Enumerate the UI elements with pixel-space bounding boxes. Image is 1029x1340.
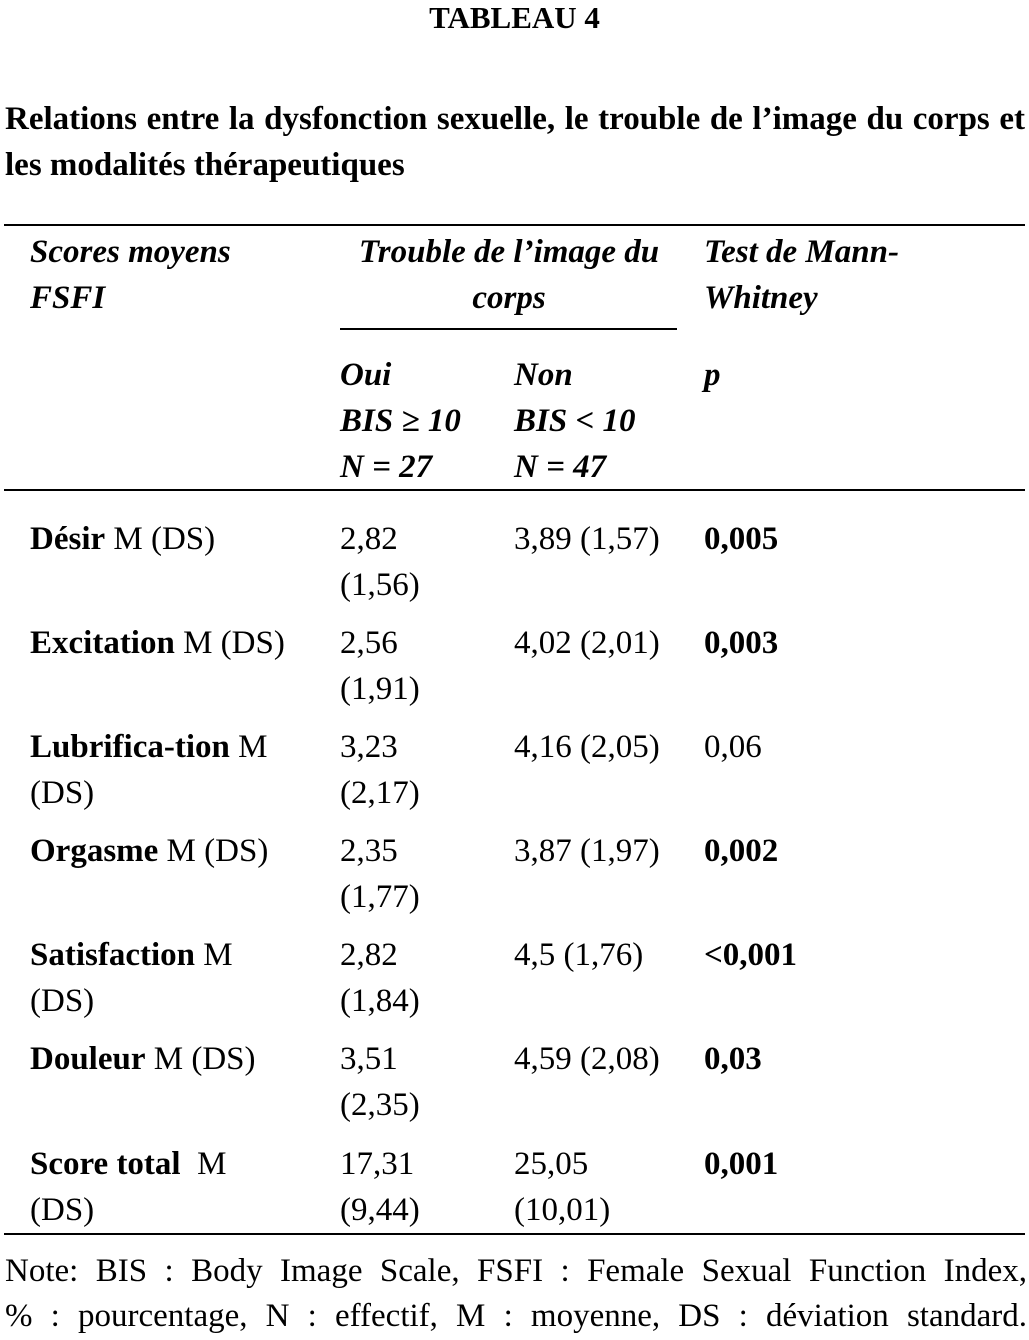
row-oui-line1: 2,82 bbox=[340, 937, 398, 973]
row-oui-value bbox=[340, 1141, 515, 1233]
row-non-value bbox=[514, 620, 689, 666]
row-oui-line2: (1,77) bbox=[340, 879, 420, 915]
header-mann-line1: Test de Mann- bbox=[704, 234, 899, 270]
row-label-line2: (DS) bbox=[30, 775, 95, 811]
row-non-line1: 4,5 (1,76) bbox=[514, 937, 644, 973]
row-non-value bbox=[514, 516, 689, 562]
header-p bbox=[704, 352, 804, 398]
row-label bbox=[30, 724, 330, 816]
row-label-line2: (DS) bbox=[30, 983, 95, 1019]
row-oui-line1: 2,82 bbox=[340, 521, 398, 557]
table-title: Relations entre la dysfonction sexuelle, le trouble de l’image du corps et les modalités thérapeutiques bbox=[5, 101, 1025, 183]
row-non-line1: 3,87 (1,97) bbox=[514, 833, 660, 869]
row-label-stat: M (DS) bbox=[158, 833, 269, 869]
row-label-name: Désir bbox=[30, 521, 106, 557]
row-label-line1 bbox=[30, 620, 330, 666]
row-oui-line2: (1,84) bbox=[340, 983, 420, 1019]
header-non bbox=[514, 352, 684, 490]
header-mann-line2: Whitney bbox=[704, 280, 818, 316]
row-p-value: 0,002 bbox=[704, 833, 779, 869]
row-label bbox=[30, 932, 330, 1024]
table-note-line1: Note: BIS : Body Image Scale, FSFI : Female Sexual Function Index, bbox=[5, 1253, 1027, 1289]
row-oui-value bbox=[340, 1036, 515, 1128]
header-oui-line2: BIS ≥ 10 bbox=[340, 403, 461, 439]
row-label-name: Lubrifica-tion bbox=[30, 729, 230, 765]
row-label-stat: M (DS) bbox=[105, 521, 216, 557]
row-oui-line2: (1,56) bbox=[340, 567, 420, 603]
row-p-value: <0,001 bbox=[704, 937, 798, 973]
header-trouble-line1: Trouble de l’image du bbox=[358, 234, 660, 270]
group-rule bbox=[340, 328, 677, 330]
row-label-line2: (DS) bbox=[30, 1192, 95, 1228]
row-label-name: Orgasme bbox=[30, 833, 159, 869]
row-oui-value bbox=[340, 516, 515, 608]
header-scores-line2: FSFI bbox=[30, 280, 106, 316]
header-trouble-line2: corps bbox=[472, 280, 546, 316]
row-non-line2: (10,01) bbox=[514, 1192, 611, 1228]
row-oui-line1: 3,23 bbox=[340, 729, 398, 765]
row-oui-line2: (9,44) bbox=[340, 1192, 420, 1228]
header-scores-fsfi bbox=[30, 229, 330, 321]
row-label-name: Satisfaction bbox=[30, 937, 195, 973]
header-trouble-image bbox=[340, 229, 678, 321]
row-label-stat: M (DS) bbox=[145, 1041, 256, 1077]
row-non-line1: 25,05 bbox=[514, 1146, 589, 1182]
row-p-value: 0,06 bbox=[704, 729, 762, 765]
row-oui-line1: 2,56 bbox=[340, 625, 398, 661]
row-oui-line1: 2,35 bbox=[340, 833, 398, 869]
row-label-stat: M bbox=[180, 1146, 227, 1182]
row-label-stat: M bbox=[229, 729, 268, 765]
row-non-line1: 4,59 (2,08) bbox=[514, 1041, 660, 1077]
row-oui-value bbox=[340, 620, 515, 712]
row-label bbox=[30, 1141, 330, 1233]
header-non-line3: N = 47 bbox=[514, 449, 607, 485]
row-label-line1 bbox=[30, 828, 330, 874]
row-label-line1 bbox=[30, 1036, 330, 1082]
row-label bbox=[30, 620, 330, 666]
row-label-stat: M bbox=[195, 937, 233, 973]
row-label-name: Score total bbox=[30, 1146, 181, 1182]
row-label-name: Douleur bbox=[30, 1041, 146, 1077]
row-p-value: 0,03 bbox=[704, 1041, 762, 1077]
table-note-line2: % : pourcentage, N : effectif, M : moyenne, DS : déviation standard. bbox=[5, 1298, 1027, 1334]
header-oui-line1: Oui bbox=[340, 357, 392, 393]
row-label bbox=[30, 516, 330, 562]
row-label-line1 bbox=[30, 516, 330, 562]
header-scores-line1: Scores moyens bbox=[30, 234, 231, 270]
header-oui bbox=[340, 352, 510, 490]
row-label-stat: M (DS) bbox=[174, 625, 285, 661]
row-non-value bbox=[514, 1141, 689, 1233]
header-mann-whitney bbox=[704, 229, 1024, 321]
row-non-value bbox=[514, 724, 689, 770]
row-non-line1: 4,16 (2,05) bbox=[514, 729, 660, 765]
row-p-value: 0,001 bbox=[704, 1146, 779, 1182]
header-non-line2: BIS < 10 bbox=[514, 403, 636, 439]
row-non-value bbox=[514, 828, 689, 874]
row-p-value: 0,005 bbox=[704, 521, 779, 557]
row-oui-line2: (2,17) bbox=[340, 775, 420, 811]
row-oui-line2: (2,35) bbox=[340, 1087, 420, 1123]
row-oui-line1: 3,51 bbox=[340, 1041, 398, 1077]
row-label-name: Excitation bbox=[30, 625, 175, 661]
row-label-line1 bbox=[30, 932, 330, 978]
row-oui-value bbox=[340, 724, 515, 816]
header-non-line1: Non bbox=[514, 357, 573, 393]
top-rule bbox=[4, 224, 1025, 226]
header-rule bbox=[4, 489, 1025, 491]
row-label-line1 bbox=[30, 724, 330, 770]
row-label bbox=[30, 828, 330, 874]
row-label bbox=[30, 1036, 330, 1082]
header-oui-line3: N = 27 bbox=[340, 449, 433, 485]
row-oui-value bbox=[340, 932, 515, 1024]
row-oui-line1: 17,31 bbox=[340, 1146, 415, 1182]
row-non-value bbox=[514, 932, 689, 978]
row-non-value bbox=[514, 1036, 689, 1082]
row-oui-line2: (1,91) bbox=[340, 671, 420, 707]
row-p-value: 0,003 bbox=[704, 625, 779, 661]
bottom-rule bbox=[4, 1233, 1025, 1235]
row-non-line1: 3,89 (1,57) bbox=[514, 521, 660, 557]
row-non-line1: 4,02 (2,01) bbox=[514, 625, 660, 661]
row-oui-value bbox=[340, 828, 515, 920]
row-label-line1 bbox=[30, 1141, 330, 1187]
header-p-label: p bbox=[704, 357, 721, 393]
table-caption: TABLEAU 4 bbox=[429, 0, 600, 35]
